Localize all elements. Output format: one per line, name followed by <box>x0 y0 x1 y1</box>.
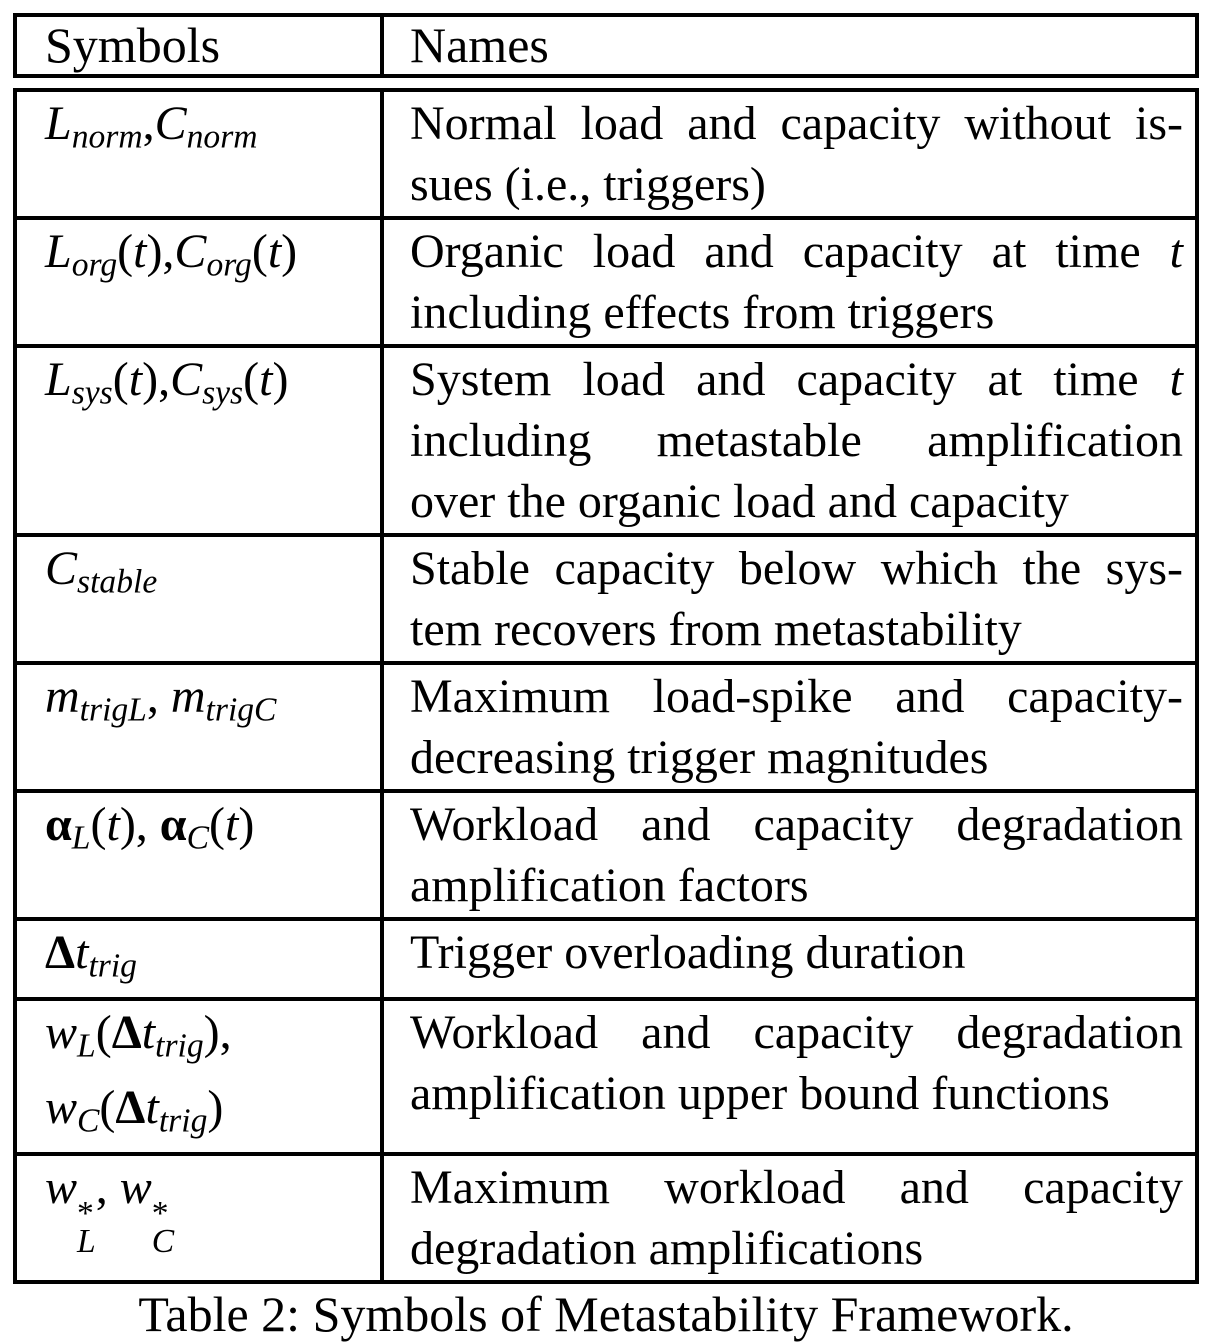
table-row <box>17 216 1195 344</box>
table-header-row <box>13 13 1199 78</box>
table-caption: Table 2: Symbols of Metastability Framework. <box>138 1286 1074 1342</box>
header-cell-symbols: Symbols <box>17 17 384 74</box>
name-line: amplification upper bound functions <box>410 1067 1110 1121</box>
name-line: Organic load and capacity at time t <box>410 225 1183 278</box>
table-row <box>17 917 1195 997</box>
name-line: amplification factors <box>410 859 809 912</box>
name-line: Workload and capacity degradation <box>410 798 1183 851</box>
symbol-line: Lorg(t),Corg(t) <box>45 225 298 284</box>
symbols-table <box>13 13 1199 1342</box>
symbol-line: mtrigL, mtrigC <box>45 670 277 729</box>
name-cell <box>384 348 1195 533</box>
math-stacked-scripts: * C <box>151 1195 175 1260</box>
name-cell <box>384 1156 1195 1280</box>
symbol-line: Lnorm,Cnorm <box>45 97 258 156</box>
name-line: Normal load and capacity without is- <box>410 97 1183 150</box>
name-cell <box>384 793 1195 917</box>
symbol-cell <box>17 92 384 216</box>
symbol-line: Δttrig <box>45 926 137 985</box>
name-line: tem recovers from metastability <box>410 603 1022 656</box>
name-line: Maximum load-spike and capacity- <box>410 670 1183 723</box>
symbol-line: wL(Δttrig), <box>45 1006 232 1065</box>
table-row <box>17 789 1195 917</box>
table-row <box>17 1152 1195 1280</box>
name-cell <box>384 92 1195 216</box>
table-row <box>17 92 1195 216</box>
name-line: including metastable amplification <box>410 414 1183 467</box>
name-line: Workload and capacity degradation <box>410 1006 1183 1060</box>
table-row <box>17 661 1195 789</box>
math-stacked-scripts: * L <box>77 1195 96 1260</box>
symbol-cell <box>17 220 384 344</box>
symbol-cell <box>17 665 384 789</box>
name-line: degradation amplifications <box>410 1222 924 1276</box>
header-cell-names: Names <box>410 17 549 73</box>
name-line: Trigger overloading duration <box>410 926 966 979</box>
symbol-cell <box>17 793 384 917</box>
name-line: over the organic load and capacity <box>410 475 1069 528</box>
table-body <box>13 88 1199 1284</box>
name-line: decreasing trigger magnitudes <box>410 731 989 784</box>
name-cell <box>384 1001 1195 1152</box>
name-cell <box>384 665 1195 789</box>
table-row <box>17 533 1195 661</box>
name-line: including effects from triggers <box>410 286 995 339</box>
name-cell <box>384 220 1195 344</box>
symbol-line: w * L , w * C <box>45 1161 175 1260</box>
name-cell <box>384 921 1195 997</box>
symbol-line: wC(Δttrig) <box>45 1080 224 1140</box>
symbol-cell <box>17 1156 384 1280</box>
symbol-line: Lsys(t),Csys(t) <box>45 353 289 412</box>
name-line: Stable capacity below which the sys- <box>410 542 1183 595</box>
name-line: Maximum workload and capacity <box>410 1161 1183 1215</box>
symbol-line: Cstable <box>45 542 158 601</box>
name-line: sues (i.e., triggers) <box>410 158 766 211</box>
symbol-cell <box>17 348 384 533</box>
symbol-cell <box>17 1001 384 1152</box>
name-line: System load and capacity at time t <box>410 353 1183 406</box>
symbol-cell <box>17 537 384 661</box>
symbol-line: αL(t), αC(t) <box>45 798 255 857</box>
name-cell <box>384 537 1195 661</box>
table-row <box>17 344 1195 533</box>
symbol-cell <box>17 921 384 997</box>
table-row <box>17 997 1195 1152</box>
